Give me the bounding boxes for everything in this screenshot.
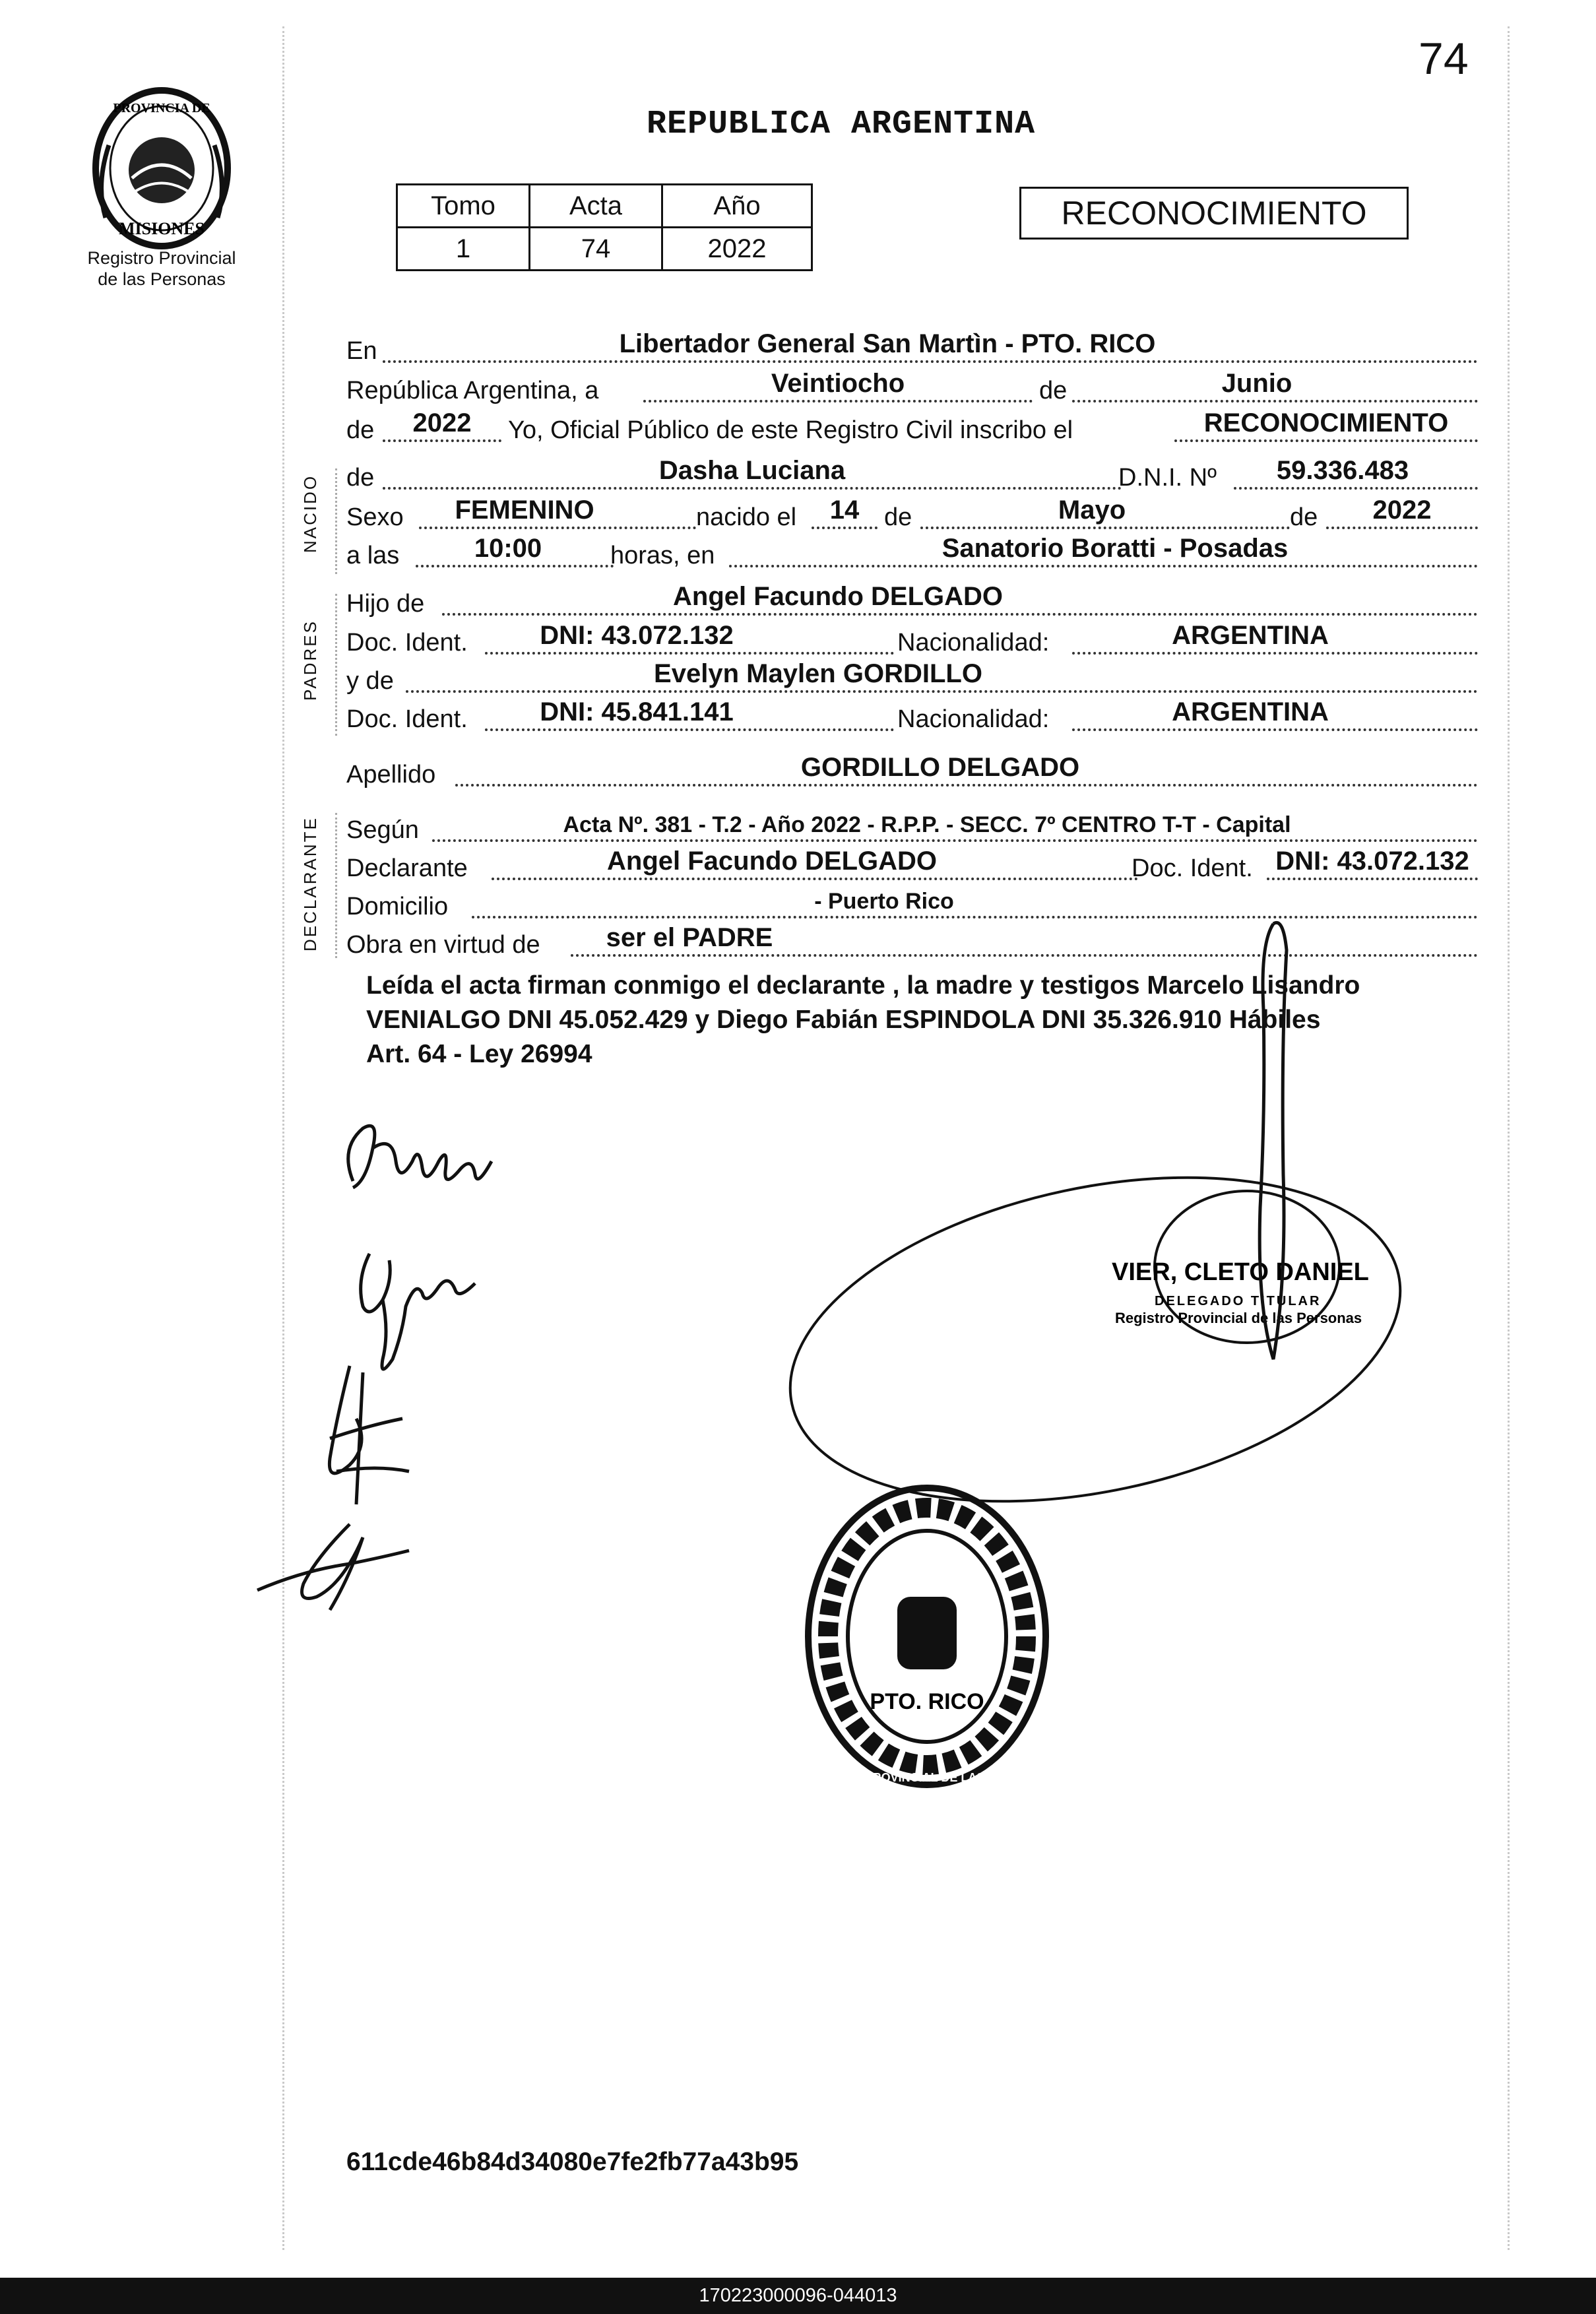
row-hora-lugar: a las 10:00 horas, en Sanatorio Boratti - Posadas [346, 534, 1481, 571]
page-title: REPUBLICA ARGENTINA [647, 106, 1036, 143]
emblem-bottom-text: MISIONES [118, 219, 205, 238]
record-table [396, 183, 813, 271]
father-doc-value: DNI: 43.072.132 [540, 621, 734, 650]
birth-place-value: Sanatorio Boratti - Posadas [942, 534, 1289, 563]
row-madre: y de Evelyn Maylen GORDILLO [346, 660, 1481, 697]
row-fecha: República Argentina, a Veintiocho de Junio [346, 370, 1481, 406]
month-value: Junio [1221, 369, 1293, 398]
padres-section-line [335, 594, 337, 736]
row-obra: Obra en virtud de ser el PADRE [346, 924, 1481, 961]
side-label-padres: PADRES [300, 620, 320, 701]
side-label-nacido: NACIDO [300, 474, 320, 553]
value-anio: 2022 [662, 228, 812, 271]
birth-day-value: 14 [829, 496, 860, 525]
father-nationality-value: ARGENTINA [1172, 621, 1329, 650]
declarant-doc-value: DNI: 43.072.132 [1275, 847, 1469, 876]
signature-testigo-2 [251, 1511, 422, 1623]
value-acta: 74 [530, 228, 662, 271]
inscribo-value: RECONOCIMIENTO [1203, 408, 1449, 437]
seal-ring-text: REGISTRO PROVINCIAL DE LAS PERSONAS [799, 1771, 1055, 1784]
birth-year-value: 2022 [1372, 496, 1432, 525]
birth-month-value: Mayo [1058, 496, 1126, 525]
day-value: Veintiocho [771, 369, 905, 398]
signature-testigo-1 [310, 1359, 429, 1511]
row-anio-inscribo: de 2022 Yo, Oficial Público de este Registro Civil inscribo el RECONOCIMIENTO [346, 409, 1481, 446]
header-acta: Acta [530, 185, 662, 228]
footer-code-bar: 170223000096-044013 [0, 2278, 1596, 2314]
row-apellido: Apellido GORDILLO DELGADO [346, 754, 1481, 790]
logo-caption: Registro Provincial de las Personas [87, 248, 236, 289]
mother-name-value: Evelyn Maylen GORDILLO [654, 659, 982, 688]
child-dni-value: 59.336.483 [1276, 456, 1409, 485]
row-domicilio: Domicilio - Puerto Rico [346, 885, 1481, 922]
misiones-emblem-logo [86, 86, 238, 251]
birth-time-value: 10:00 [474, 534, 542, 563]
row-en: En Libertador General San Martìn - PTO. RICO [346, 330, 1481, 367]
official-signature [1234, 911, 1306, 1372]
row-sexo: Sexo FEMENINO nacido el 14 de Mayo de 2022 [346, 496, 1481, 533]
source-act-value: Acta Nº. 381 - T.2 - Año 2022 - R.P.P. - SECC. 7º CENTRO T-T - Capital [563, 812, 1291, 837]
page-number: 74 [1419, 34, 1469, 84]
official-role: DELEGADO TITULAR [1155, 1294, 1322, 1308]
declarante-section-line [335, 813, 337, 958]
nacido-section-line [335, 468, 337, 574]
surname-value: GORDILLO DELGADO [800, 753, 1080, 782]
capacity-value: ser el PADRE [606, 923, 773, 952]
value-tomo: 1 [397, 228, 530, 271]
seal-center-text: PTO. RICO [870, 1689, 984, 1714]
official-stamp [772, 1161, 1438, 1504]
mother-nationality-value: ARGENTINA [1172, 697, 1329, 726]
header-anio: Año [662, 185, 812, 228]
father-name-value: Angel Facundo DELGADO [673, 582, 1003, 611]
year-value: 2022 [412, 408, 472, 437]
sex-value: FEMENINO [455, 496, 594, 525]
official-office: Registro Provincial de las Personas [1115, 1310, 1362, 1326]
declarant-name-value: Angel Facundo DELGADO [607, 847, 937, 876]
document-hash: 611cde46b84d34080e7fe2fb77a43b95 [346, 2148, 799, 2176]
row-declarante: Declarante Angel Facundo DELGADO Doc. Ident. DNI: 43.072.132 [346, 847, 1481, 884]
registry-seal [798, 1478, 1056, 1795]
right-margin-line [1508, 26, 1510, 2250]
act-type-box: RECONOCIMIENTO [1019, 187, 1409, 240]
left-margin-line [282, 26, 284, 2250]
row-nombre: de Dasha Luciana D.N.I. Nº 59.336.483 [346, 457, 1481, 494]
child-name-value: Dasha Luciana [658, 456, 846, 485]
row-padre-doc: Doc. Ident. DNI: 43.072.132 Nacionalidad: ARGENTINA [346, 622, 1481, 659]
mother-doc-value: DNI: 45.841.141 [540, 697, 734, 726]
row-padre: Hijo de Angel Facundo DELGADO [346, 583, 1481, 620]
official-name: VIER, CLETO DANIEL [1112, 1258, 1369, 1286]
row-segun: Según Acta Nº. 381 - T.2 - Año 2022 - R.P.P. - SECC. 7º CENTRO T-T - Capital [346, 809, 1481, 846]
side-label-declarante: DECLARANTE [300, 816, 320, 951]
emblem-top-text: PROVINCIA DE [113, 101, 210, 115]
address-value: - Puerto Rico [814, 889, 954, 914]
closing-notes: Leída el acta firman conmigo el declarante , la madre y testigos Marcelo Lisandro VENIALGO DNI 45.052.429 y Diego Fabián ESPINDOLA DNI 35.326.910 Hábiles Art. 64 - Ley 26994 [366, 971, 1360, 1068]
signature-delgado [333, 1109, 505, 1207]
row-madre-doc: Doc. Ident. DNI: 45.841.141 Nacionalidad: ARGENTINA [346, 698, 1481, 735]
header-tomo: Tomo [397, 185, 530, 228]
place-value: Libertador General San Martìn - PTO. RICO [619, 329, 1156, 358]
